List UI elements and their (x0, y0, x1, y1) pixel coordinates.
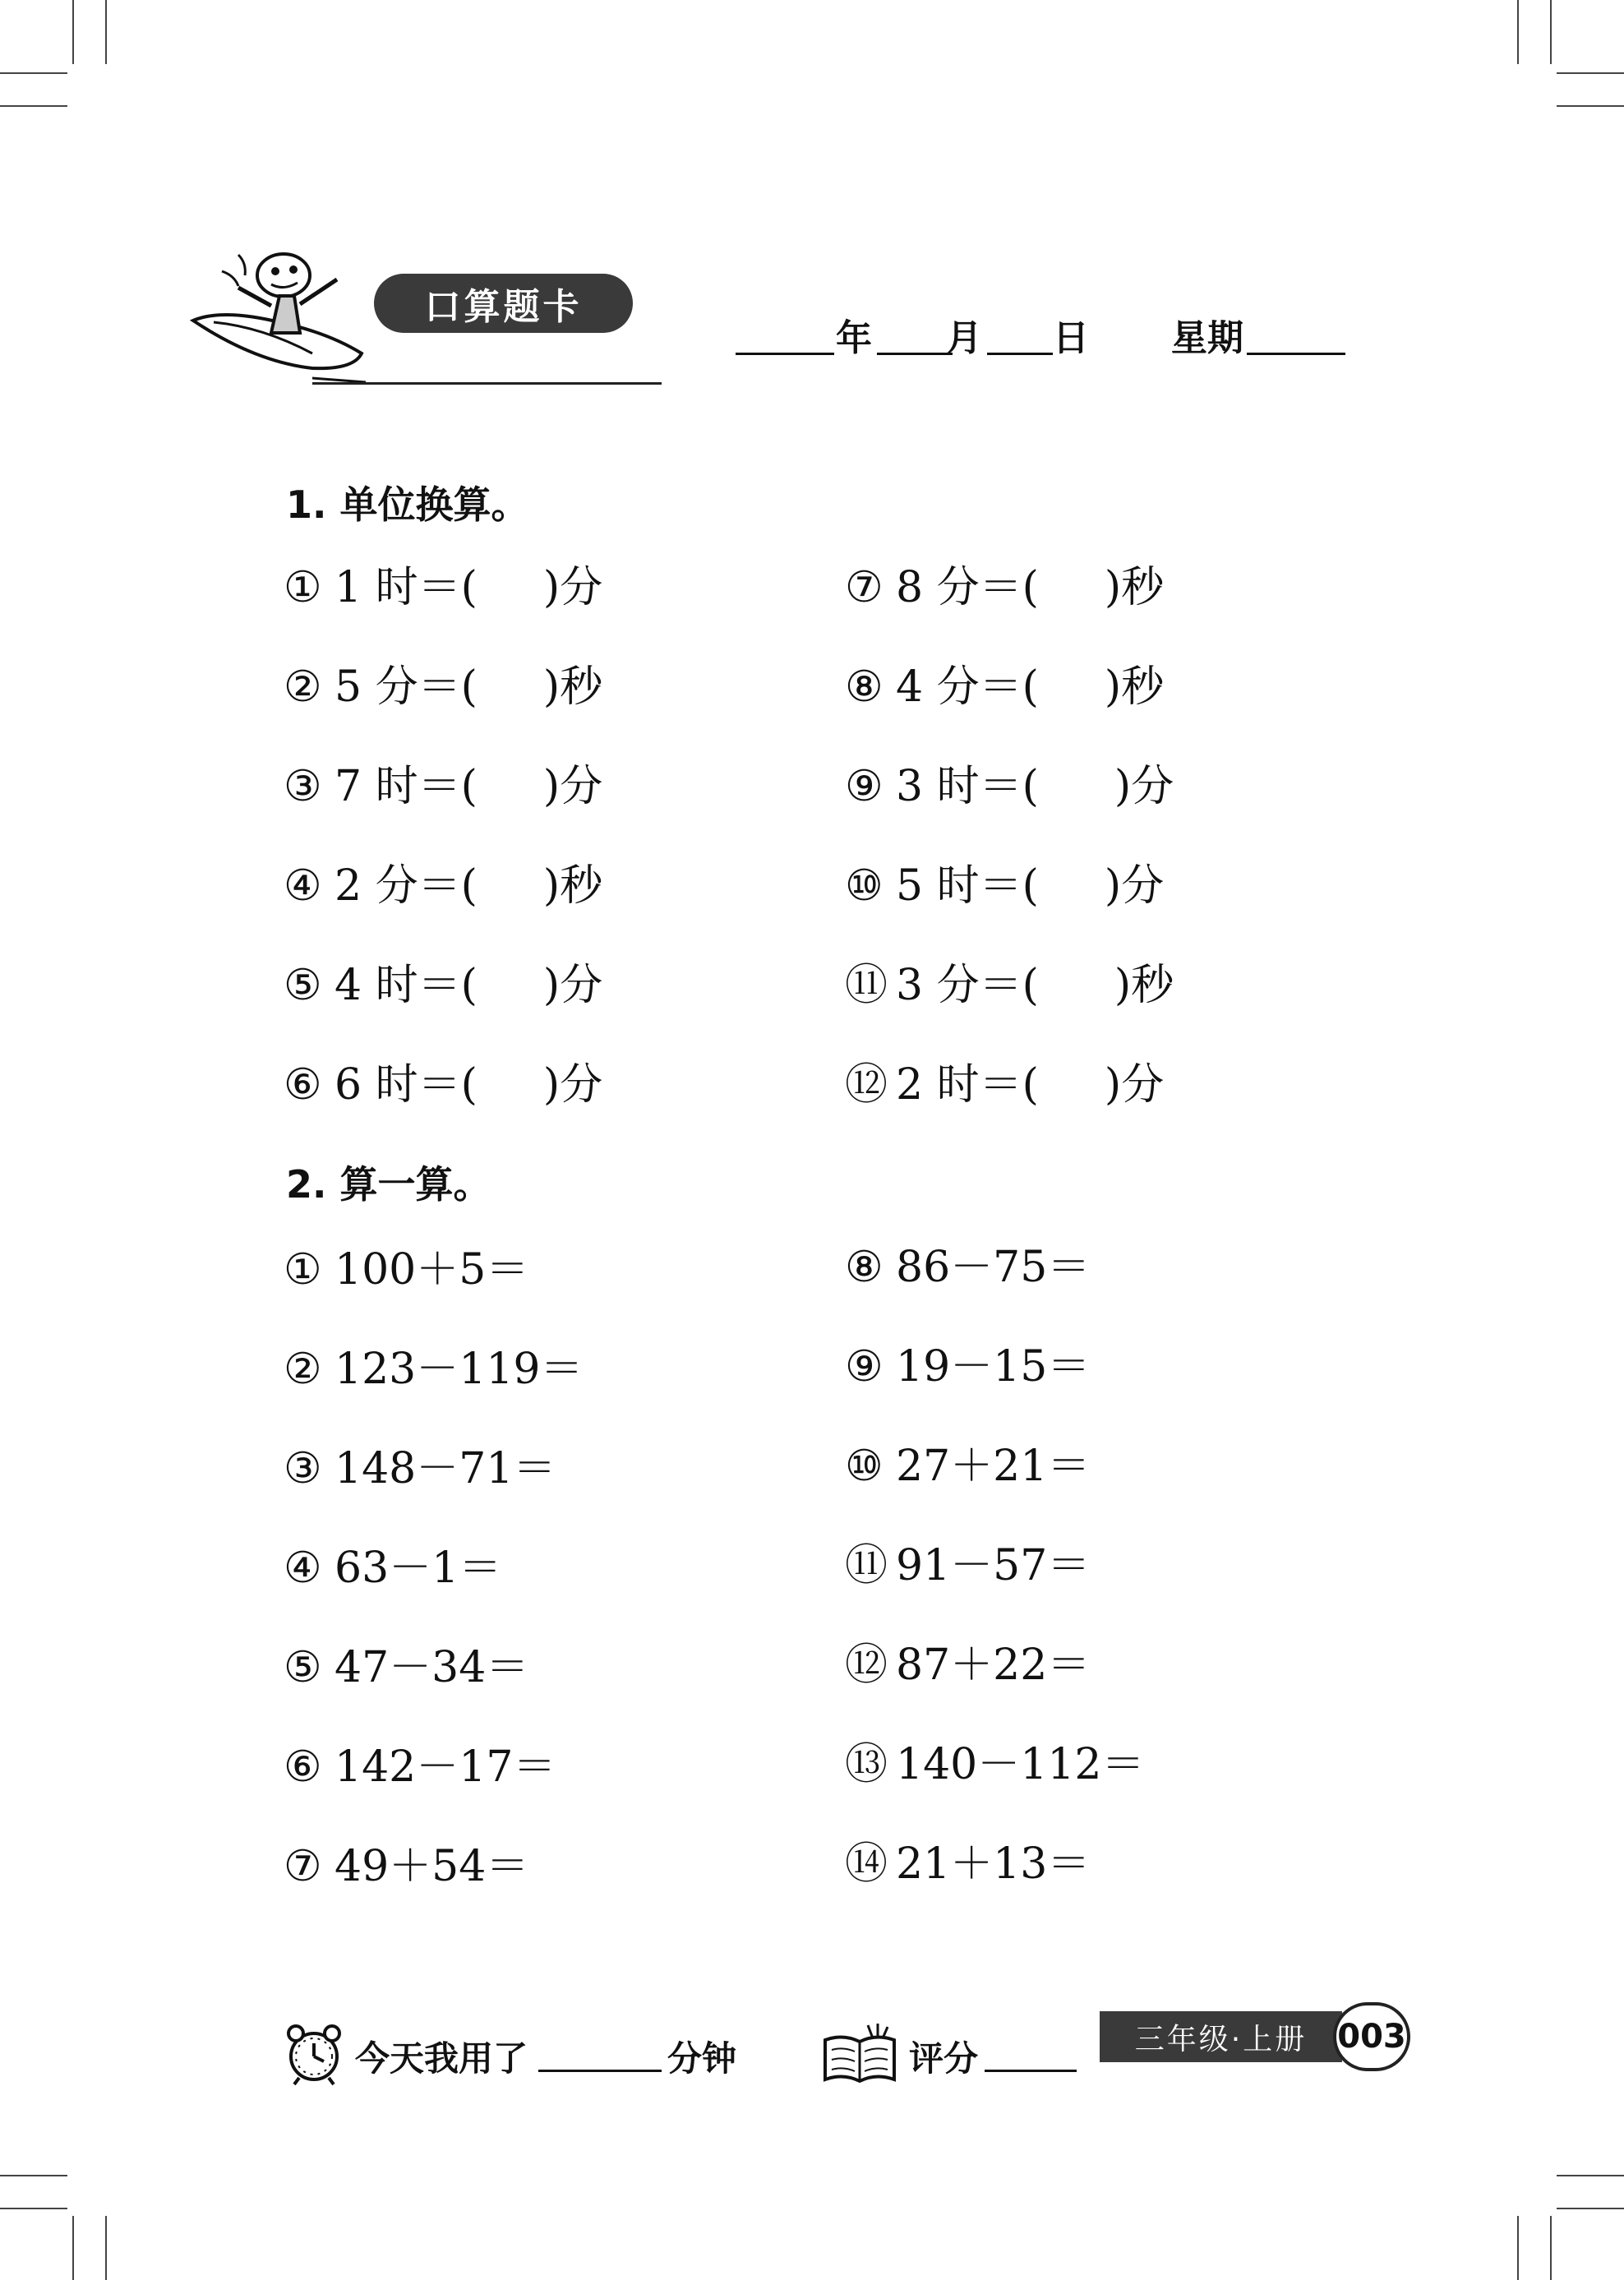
grade-badge: 三年级·上册 (1100, 2011, 1342, 2062)
day-blank[interactable] (987, 353, 1053, 355)
card-title-badge: 口算题卡 (374, 274, 633, 333)
question-item: ③ 148－71＝ (284, 1444, 556, 1493)
weekday-blank[interactable] (1247, 353, 1345, 355)
crop-mark (0, 2175, 67, 2176)
open-book-icon (819, 2022, 901, 2086)
question-item: ④ 2 分＝( )秒 (284, 861, 603, 911)
page-number: 003 (1333, 2002, 1410, 2071)
crop-mark (1557, 2208, 1624, 2209)
question-item: ⑬ 140－112＝ (845, 1740, 1145, 1789)
question-item: ② 5 分＝( )秒 (284, 662, 603, 712)
weekday-label: 星期 (1171, 317, 1243, 359)
question-item: ⑤ 47－34＝ (284, 1643, 529, 1692)
question-item: ⑪ 3 分＝( )秒 (845, 961, 1174, 1010)
day-label: 日 (1053, 317, 1089, 359)
minutes-label: 分钟 (667, 2038, 737, 2079)
crop-mark (105, 0, 107, 64)
question-item: ⑫ 87＋22＝ (845, 1641, 1091, 1690)
crop-mark (0, 72, 67, 74)
question-item: ⑨ 3 时＝( )分 (845, 762, 1174, 811)
date-row (736, 308, 1352, 358)
section-1-title: 1. 单位换算。 (286, 482, 529, 527)
question-item: ⑪ 91－57＝ (845, 1541, 1091, 1590)
question-item: ⑤ 4 时＝( )分 (284, 961, 603, 1010)
crop-mark (1517, 0, 1519, 64)
crop-mark (1557, 72, 1624, 74)
surfing-mascot-illustration (189, 230, 378, 395)
header-underline (312, 382, 662, 385)
question-item: ③ 7 时＝( )分 (284, 762, 603, 811)
alarm-clock-icon (281, 2020, 347, 2086)
year-label: 年 (836, 317, 872, 359)
score-label: 评分 (909, 2038, 979, 2079)
crop-mark (72, 0, 74, 64)
question-item: ⑧ 4 分＝( )秒 (845, 662, 1165, 712)
crop-mark (0, 2208, 67, 2209)
crop-mark (1550, 2216, 1552, 2280)
section-2-title: 2. 算一算。 (286, 1162, 491, 1207)
question-item: ⑩ 27＋21＝ (845, 1442, 1091, 1491)
crop-mark (1557, 105, 1624, 107)
question-item: ⑦ 49＋54＝ (284, 1842, 529, 1891)
score-blank[interactable] (985, 2070, 1077, 2072)
question-item: ⑨ 19－15＝ (845, 1342, 1091, 1392)
crop-mark (1517, 2216, 1519, 2280)
crop-mark (105, 2216, 107, 2280)
question-item: ① 1 时＝( )分 (284, 563, 603, 612)
time-used-label: 今天我用了 (355, 2038, 528, 2079)
year-blank[interactable] (736, 353, 834, 355)
question-item: ④ 63－1＝ (284, 1544, 502, 1593)
question-item: ⑫ 2 时＝( )分 (845, 1060, 1165, 1110)
question-item: ⑩ 5 时＝( )分 (845, 861, 1165, 911)
month-label: 月 (946, 317, 982, 359)
month-blank[interactable] (877, 353, 953, 355)
crop-mark (1557, 2175, 1624, 2176)
crop-mark (72, 2216, 74, 2280)
question-item: ② 123－119＝ (284, 1345, 584, 1394)
question-item: ⑥ 6 时＝( )分 (284, 1060, 603, 1110)
question-item: ⑥ 142－17＝ (284, 1742, 556, 1792)
crop-mark (0, 105, 67, 107)
question-item: ⑦ 8 分＝( )秒 (845, 563, 1165, 612)
minutes-blank[interactable] (538, 2070, 662, 2072)
crop-mark (1550, 0, 1552, 64)
question-item: ① 100＋5＝ (284, 1245, 529, 1295)
question-item: ⑧ 86－75＝ (845, 1243, 1091, 1292)
question-item: ⑭ 21＋13＝ (845, 1839, 1091, 1889)
